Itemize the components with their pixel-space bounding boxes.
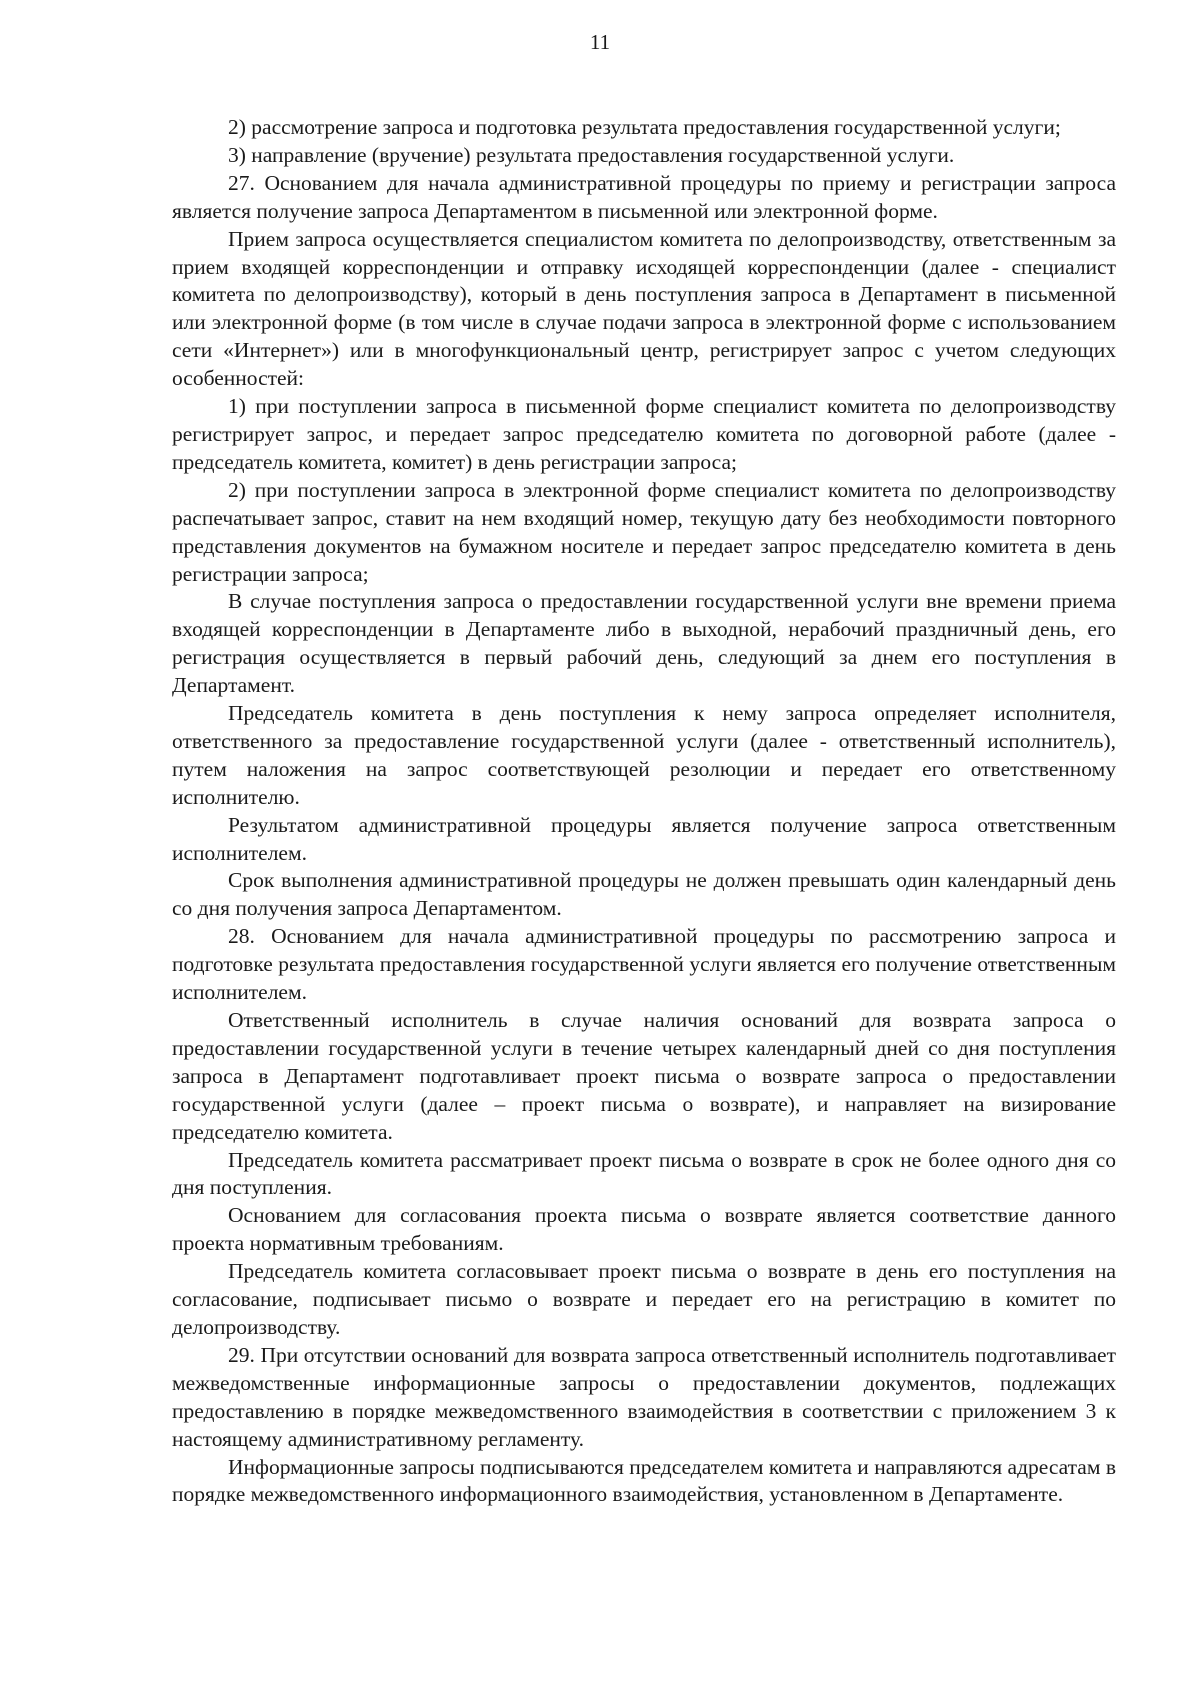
paragraph: 2) при поступлении запроса в электронной форме специалист комитета по делопроизводству распечатывает запрос, ставит на нем входящий номер, текущую дату без необходимости повторного представления документов на бумажном носителе и передает запрос председателю комитета в день регистрации запроса; xyxy=(172,477,1116,586)
paragraph: Прием запроса осуществляется специалистом комитета по делопроизводству, ответственным за прием входящей корреспонденции и отправку исходящей корреспонденции (далее - специалист комитета по делопроизводству), который в день поступления запроса в Департамент в письменной или электронной форме (в том числе в случае подачи запроса в электронной форме с использованием сети «Интернет») или в многофункциональный центр, регистрирует запрос с учетом следующих особенностей: xyxy=(172,226,1116,391)
paragraph: Ответственный исполнитель в случае наличия оснований для возврата запроса о предоставлении государственной услуги в течение четырех календарный дней со дня поступления запроса в Департамент подготавливает проект письма о возврате запроса о предоставлении государственной услуги (далее – проект письма о возврате), и направляет на визирование председателю комитета. xyxy=(172,1008,1116,1144)
page-number: 11 xyxy=(589,30,611,54)
paragraph: Председатель комитета согласовывает проект письма о возврате в день его поступления на согласование, подписывает письмо о возврате и передает его на регистрацию в комитет по делопроизводству. xyxy=(172,1259,1116,1339)
paragraph: 27. Основанием для начала административной процедуры по приему и регистрации запроса является получение запроса Департаментом в письменной или электронной форме. xyxy=(172,170,1116,223)
paragraph: Председатель комитета в день поступления к нему запроса определяет исполнителя, ответственного за предоставление государственной услуги (далее - ответственный исполнитель), путем наложения на запрос соответствующей резолюции и передает его ответственному исполнителю. xyxy=(172,701,1116,809)
paragraph: Результатом административной процедуры является получение запроса ответственным исполнителем. xyxy=(172,812,1116,865)
paragraph: 3) направление (вручение) результата предоставления государственной услуги. xyxy=(228,142,955,167)
paragraph: Основанием для согласования проекта письма о возврате является соответствие данного проекта нормативным требованиям. xyxy=(172,1203,1116,1256)
paragraph: 1) при поступлении запроса в письменной форме специалист комитета по делопроизводству регистрирует запрос, и передает запрос председателю комитета по договорной работе (далее - председатель комитета, комитет) в день регистрации запроса; xyxy=(172,394,1116,474)
paragraph: 29. При отсутствии оснований для возврата запроса ответственный исполнитель подготавливает межведомственные информационные запросы о предоставлении документов, подлежащих предоставлению в порядке межведомственного взаимодействия в соответствии с приложением 3 к настоящему административному регламенту. xyxy=(172,1342,1116,1451)
paragraph: Информационные запросы подписываются председателем комитета и направляются адресатам в порядке межведомственного информационного взаимодействия, установленном в Департаменте. xyxy=(172,1454,1116,1507)
document-body xyxy=(172,114,1116,1509)
paragraph: В случае поступления запроса о предоставлении государственной услуги вне времени приема входящей корреспонденции в Департаменте либо в выходной, нерабочий праздничный день, его регистрация осуществляется в первый рабочий день, следующий за днем его поступления в Департамент. xyxy=(172,589,1116,698)
paragraph: Председатель комитета рассматривает проект письма о возврате в срок не более одного дня со дня поступления. xyxy=(172,1147,1116,1200)
paragraph: 2) рассмотрение запроса и подготовка результата предоставления государственной услуги; xyxy=(228,115,1061,139)
paragraph: Срок выполнения административной процедуры не должен превышать один календарный день со дня получения запроса Департаментом. xyxy=(172,868,1116,921)
paragraph: 28. Основанием для начала административной процедуры по рассмотрению запроса и подготовке результата предоставления государственной услуги является его получение ответственным исполнителем. xyxy=(172,924,1116,1005)
